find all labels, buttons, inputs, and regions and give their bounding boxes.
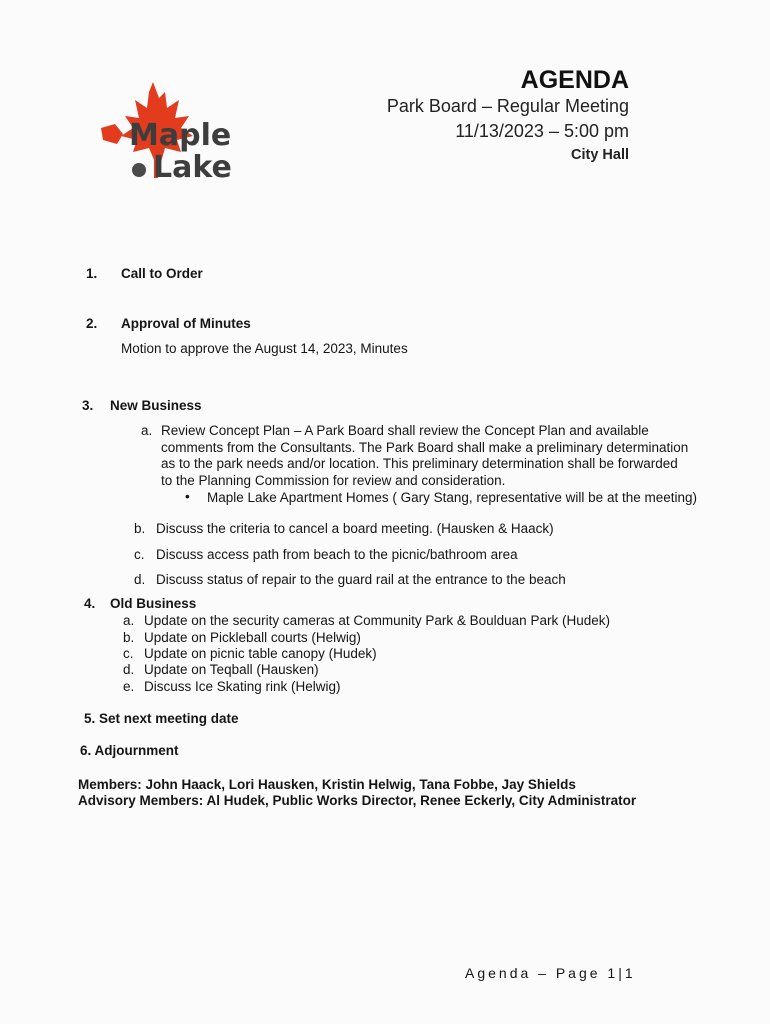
item-3c-letter: c.	[134, 547, 145, 562]
section-2-text: Motion to approve the August 14, 2023, Minutes	[121, 341, 408, 356]
agenda-title: AGENDA	[520, 66, 629, 94]
advisory-members-line: Advisory Members: Al Hudek, Public Works Director, Renee Eckerly, City Administrator	[78, 793, 637, 808]
item-3b-letter: b.	[134, 521, 146, 536]
item-3c-text: Discuss access path from beach to the picnic/bathroom area	[156, 547, 518, 562]
item-3d-text: Discuss status of repair to the guard rail at the entrance to the beach	[156, 572, 566, 587]
item-4a-letter: a.	[123, 613, 135, 628]
item-3a-line: comments from the Consultants. The Park Board shall make a preliminary determination	[161, 439, 689, 455]
item-4d-text: Update on Teqball (Hausken)	[144, 662, 319, 677]
bullet-icon: •	[185, 489, 190, 504]
section-2-number: 2.	[86, 316, 98, 331]
item-3a-letter: a.	[141, 423, 153, 438]
section-1-number: 1.	[86, 266, 98, 281]
members-line: Members: John Haack, Lori Hausken, Kristin Helwig, Tana Fobbe, Jay Shields	[78, 777, 576, 792]
item-3a-line: as to the park needs and/or location. This preliminary determination shall be forwarded	[161, 456, 678, 471]
meeting-location: City Hall	[570, 147, 629, 163]
meeting-name: Park Board – Regular Meeting	[386, 96, 629, 116]
page-footer: Agenda – Page 1|1	[465, 965, 636, 981]
item-4c-text: Update on picnic table canopy (Hudek)	[144, 646, 377, 661]
item-3a-bullet-text: Maple Lake Apartment Homes ( Gary Stang, representative will be at the meeting)	[207, 490, 697, 505]
logo-word-lake: Lake	[153, 150, 232, 185]
item-4e-letter: e.	[123, 679, 135, 694]
section-4-number: 4.	[84, 596, 96, 611]
item-3a-line: to the Planning Commission for review and consideration.	[161, 472, 506, 488]
logo-word-maple: Maple	[129, 118, 232, 153]
item-3a-line: Review Concept Plan – A Park Board shall review the Concept Plan and available	[161, 423, 649, 438]
section-4-title: Old Business	[110, 596, 197, 611]
meeting-date-time: 11/13/2023 – 5:00 pm	[455, 121, 629, 141]
item-4b-letter: b.	[123, 630, 135, 645]
section-3-number: 3.	[82, 398, 94, 413]
item-4b-text: Update on Pickleball courts (Helwig)	[144, 630, 361, 645]
maple-lake-logo	[95, 78, 245, 188]
item-3d-letter: d.	[134, 572, 146, 587]
section-6-title: 6. Adjournment	[80, 743, 179, 758]
section-3-title: New Business	[110, 398, 202, 413]
item-4c-letter: c.	[123, 646, 134, 661]
section-2-title: Approval of Minutes	[121, 316, 251, 331]
item-4a-text: Update on the security cameras at Community Park & Boulduan Park (Hudek)	[144, 613, 610, 628]
item-3b-text: Discuss the criteria to cancel a board meeting. (Hausken & Haack)	[156, 521, 554, 536]
item-4e-text: Discuss Ice Skating rink (Helwig)	[144, 679, 341, 694]
item-4d-letter: d.	[123, 662, 135, 677]
section-1-title: Call to Order	[121, 266, 203, 281]
section-5-title: 5. Set next meeting date	[84, 711, 239, 726]
item-3a-text	[161, 423, 721, 489]
